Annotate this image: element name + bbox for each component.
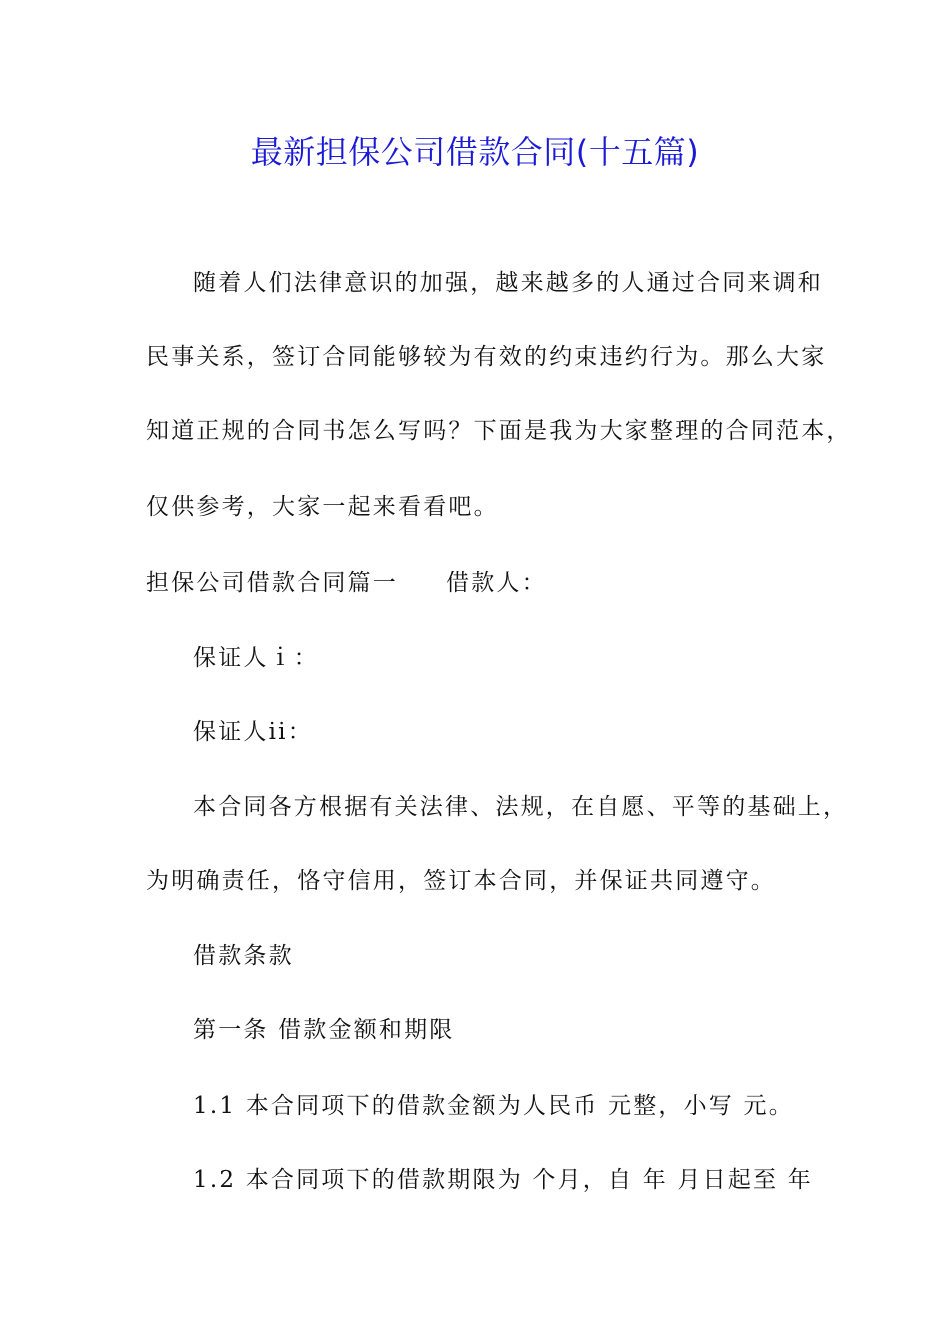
article-heading: 第一条 借款金额和期限 [193,1017,455,1043]
clause-heading: 借款条款 [193,943,294,969]
paragraph-line: 仅供参考，大家一起来看看吧。 [146,494,499,520]
paragraph-line: 知道正规的合同书怎么写吗？下面是我为大家整理的合同范本， [146,418,852,444]
paragraph-line: 民事关系，签订合同能够较为有效的约束违约行为。那么大家 [146,344,827,370]
clause-item: 1.1 本合同项下的借款金额为人民币 元整，小写 元。 [193,1093,794,1119]
paragraph-line: 为明确责任，恪守信用，签订本合同，并保证共同遵守。 [146,868,776,894]
clause-item: 1.2 本合同项下的借款期限为 个月，自 年 月日起至 年 [193,1167,813,1193]
guarantor-2-label: 保证人ii： [193,719,313,745]
section-heading-line [146,566,547,600]
guarantor-1-label: 保证人ｉ： [193,645,319,671]
paragraph-line: 本合同各方根据有关法律、法规，在自愿、平等的基础上， [193,794,849,820]
section-heading: 担保公司借款合同篇一 [146,570,398,596]
document-title: 最新担保公司借款合同(十五篇) [250,133,700,171]
borrower-label: 借款人： [446,570,547,596]
paragraph-line: 随着人们法律意识的加强，越来越多的人通过合同来调和 [193,270,823,296]
